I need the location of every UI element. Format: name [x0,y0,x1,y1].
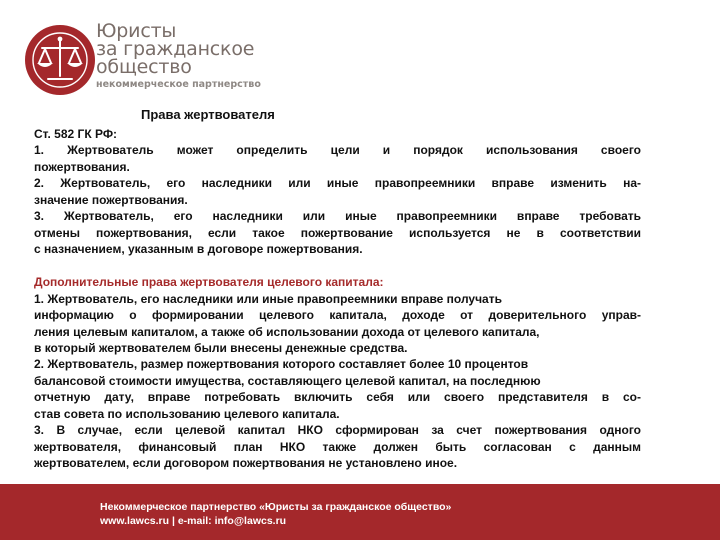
footer-bar [0,484,720,540]
paragraph-line: с назначением, указанным в договоре пожертвования. [34,242,363,257]
organization-logo [24,20,324,100]
paragraph-line: ления целевым капиталом, а также об использовании дохода от целевого капитала, [34,324,540,339]
paragraph-line: информацию о формировании целевого капитала, доходе от доверительного управ- [34,308,641,323]
section-civil-code [34,126,641,258]
logo-text [96,22,261,90]
section-heading-red: Дополнительные права жертвователя целевого капитала: [34,275,384,290]
section-spacer [34,258,641,275]
logo-subtitle: некоммерческое партнерство [96,79,261,90]
logo-line-1: Юристы [96,20,177,42]
scales-of-justice-icon [24,24,96,96]
section-heading: Ст. 582 ГК РФ: [34,127,118,141]
footer-organization: Некоммерческое партнерство «Юристы за гражданское общество» [100,501,452,513]
page-title: Права жертвователя [141,107,275,122]
paragraph-line: 2. Жертвователь, его наследники или иные правопреемники вправе изменить на- [34,176,641,191]
paragraph-line: 1. Жертвователь может определить цели и порядок использования своего [34,143,641,158]
paragraph-line: отчетную дату, вправе потребовать включить себя или своего представителя в со- [34,390,641,405]
paragraph-line: жертвователя, финансовый план НКО также должен быть согласован с данным [34,439,641,454]
paragraph-line: 2. Жертвователь, размер пожертвования которого составляет более 10 процентов [34,357,529,372]
paragraph-line: 3. В случае, если целевой капитал НКО сформирован за счет пожертвования одного [34,423,641,438]
section-endowment-rights [34,274,641,471]
paragraph-line: жертвователем, если договором пожертвования не установлено иное. [34,456,458,471]
document-body [34,126,641,472]
logo-line-2: за гражданское [96,38,255,60]
paragraph-line: став совета по использованию целевого капитала. [34,406,340,421]
paragraph-line: в который жертвователем были внесены денежные средства. [34,341,408,356]
paragraph-line: 1. Жертвователь, его наследники или иные правопреемники вправе получать [34,291,502,306]
paragraph-line: 3. Жертвователь, его наследники или иные правопреемники вправе требовать [34,209,641,224]
paragraph-line: отмены пожертвования, если такое пожертвование используется не в соответствии [34,225,641,240]
paragraph-line: балансовой стоимости имущества, составляющего целевой капитал, на последнюю [34,373,541,388]
paragraph-line: значение пожертвования. [34,192,188,207]
paragraph-line: пожертвования. [34,159,130,174]
logo-line-3: общество [96,56,192,78]
footer-text [100,500,451,528]
footer-contacts: www.lawcs.ru | e-mail: info@lawcs.ru [100,515,287,527]
